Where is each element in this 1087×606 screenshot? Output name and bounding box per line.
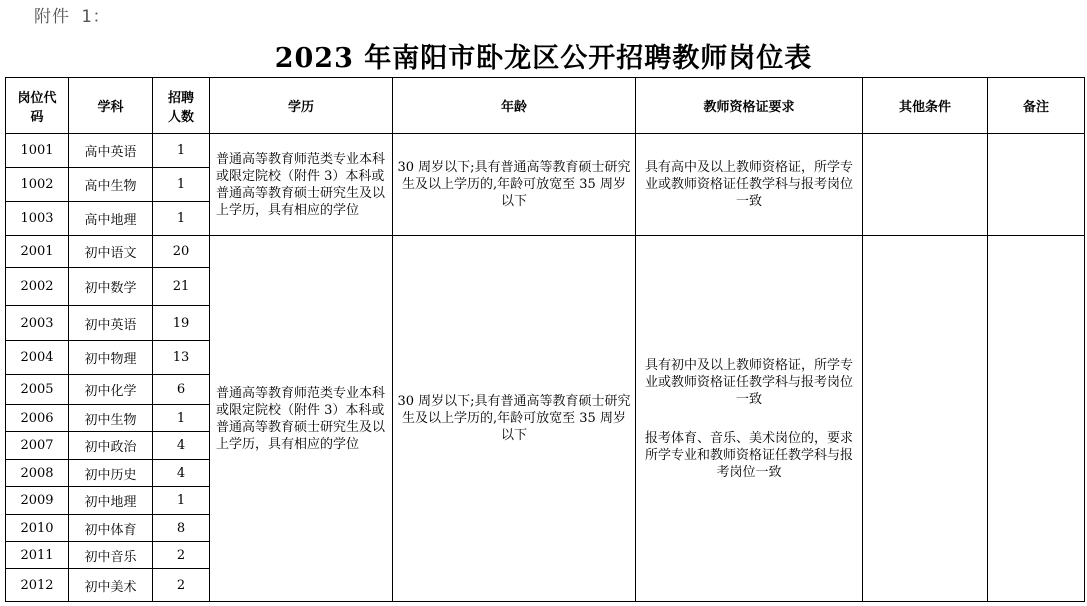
attachment-label: 附件 1： [34,7,111,27]
cell-age-high: 30 周岁以下;具有普通高等教育硕士研究生及以上学历的,年龄可放宽至 35 周岁以下 [393,134,636,236]
cell-count: 1 [153,405,210,432]
cell-code: 2002 [6,268,69,306]
cell-count: 1 [153,134,210,168]
header-age: 年龄 [393,78,636,134]
header-remarks: 备注 [988,78,1085,134]
cell-count: 20 [153,236,210,268]
cell-count: 6 [153,375,210,405]
cell-count: 8 [153,515,210,542]
cell-education-middle: 普通高等教育师范类专业本科或限定院校（附件 3）本科或普通高等教育硕士研究生及以上学历，具有相应的学位 [210,236,393,602]
table-row [6,134,1085,168]
cell-code: 1001 [6,134,69,168]
cell-subject: 初中体育 [69,515,153,542]
cell-subject: 初中地理 [69,487,153,515]
cell-code: 2010 [6,515,69,542]
cell-subject: 初中历史 [69,460,153,487]
cell-subject: 高中地理 [69,202,153,236]
cell-count: 2 [153,569,210,602]
cell-code: 1003 [6,202,69,236]
cell-count: 21 [153,268,210,306]
cell-code: 2006 [6,405,69,432]
certificate-requirement: 具有初中及以上教师资格证，所学专业或教师资格证任教学科与报考岗位一致 [644,357,853,407]
cell-age-middle: 30 周岁以下;具有普通高等教育硕士研究生及以上学历的,年龄可放宽至 35 周岁以下 [393,236,636,602]
table-row [6,236,1085,268]
cell-count: 13 [153,341,210,375]
cell-code: 2008 [6,460,69,487]
cell-certificate-middle [636,236,863,602]
cell-code: 1002 [6,168,69,202]
cell-certificate-high: 具有高中及以上教师资格证，所学专业或教师资格证任教学科与报考岗位一致 [636,134,863,236]
cell-code: 2005 [6,375,69,405]
certificate-note: 报考体育、音乐、美术岗位的，要求所学专业和教师资格证任教学科与报考岗位一致 [644,430,853,480]
cell-count: 4 [153,460,210,487]
cell-count: 1 [153,202,210,236]
cell-subject: 初中政治 [69,432,153,460]
cell-code: 2012 [6,569,69,602]
cell-count: 4 [153,432,210,460]
cell-count: 2 [153,542,210,569]
cell-subject: 初中美术 [69,569,153,602]
recruitment-table [5,77,1085,602]
cell-code: 2009 [6,487,69,515]
cell-count: 19 [153,306,210,341]
cell-count: 1 [153,168,210,202]
cell-subject: 初中化学 [69,375,153,405]
cell-code: 2004 [6,341,69,375]
cell-subject: 初中音乐 [69,542,153,569]
cell-other-middle [863,236,988,602]
cell-education-high: 普通高等教育师范类专业本科或限定院校（附件 3）本科或普通高等教育硕士研究生及以上学历，具有相应的学位 [210,134,393,236]
header-count: 招聘人数 [153,78,210,134]
header-subject: 学科 [69,78,153,134]
page-title: 2023 年南阳市卧龙区公开招聘教师岗位表 [274,43,813,74]
cell-subject: 高中生物 [69,168,153,202]
cell-code: 2001 [6,236,69,268]
cell-code: 2003 [6,306,69,341]
cell-subject: 初中物理 [69,341,153,375]
cell-code: 2007 [6,432,69,460]
header-row [6,78,1085,134]
cell-subject: 初中数学 [69,268,153,306]
cell-count: 1 [153,487,210,515]
cell-other-high [863,134,988,236]
cell-code: 2011 [6,542,69,569]
header-certificate: 教师资格证要求 [636,78,863,134]
cell-subject: 初中生物 [69,405,153,432]
cell-subject: 高中英语 [69,134,153,168]
header-code: 岗位代码 [6,78,69,134]
header-other: 其他条件 [863,78,988,134]
cell-remarks-middle [988,236,1085,602]
cell-subject: 初中语文 [69,236,153,268]
header-education: 学历 [210,78,393,134]
cell-remarks-high [988,134,1085,236]
cell-subject: 初中英语 [69,306,153,341]
